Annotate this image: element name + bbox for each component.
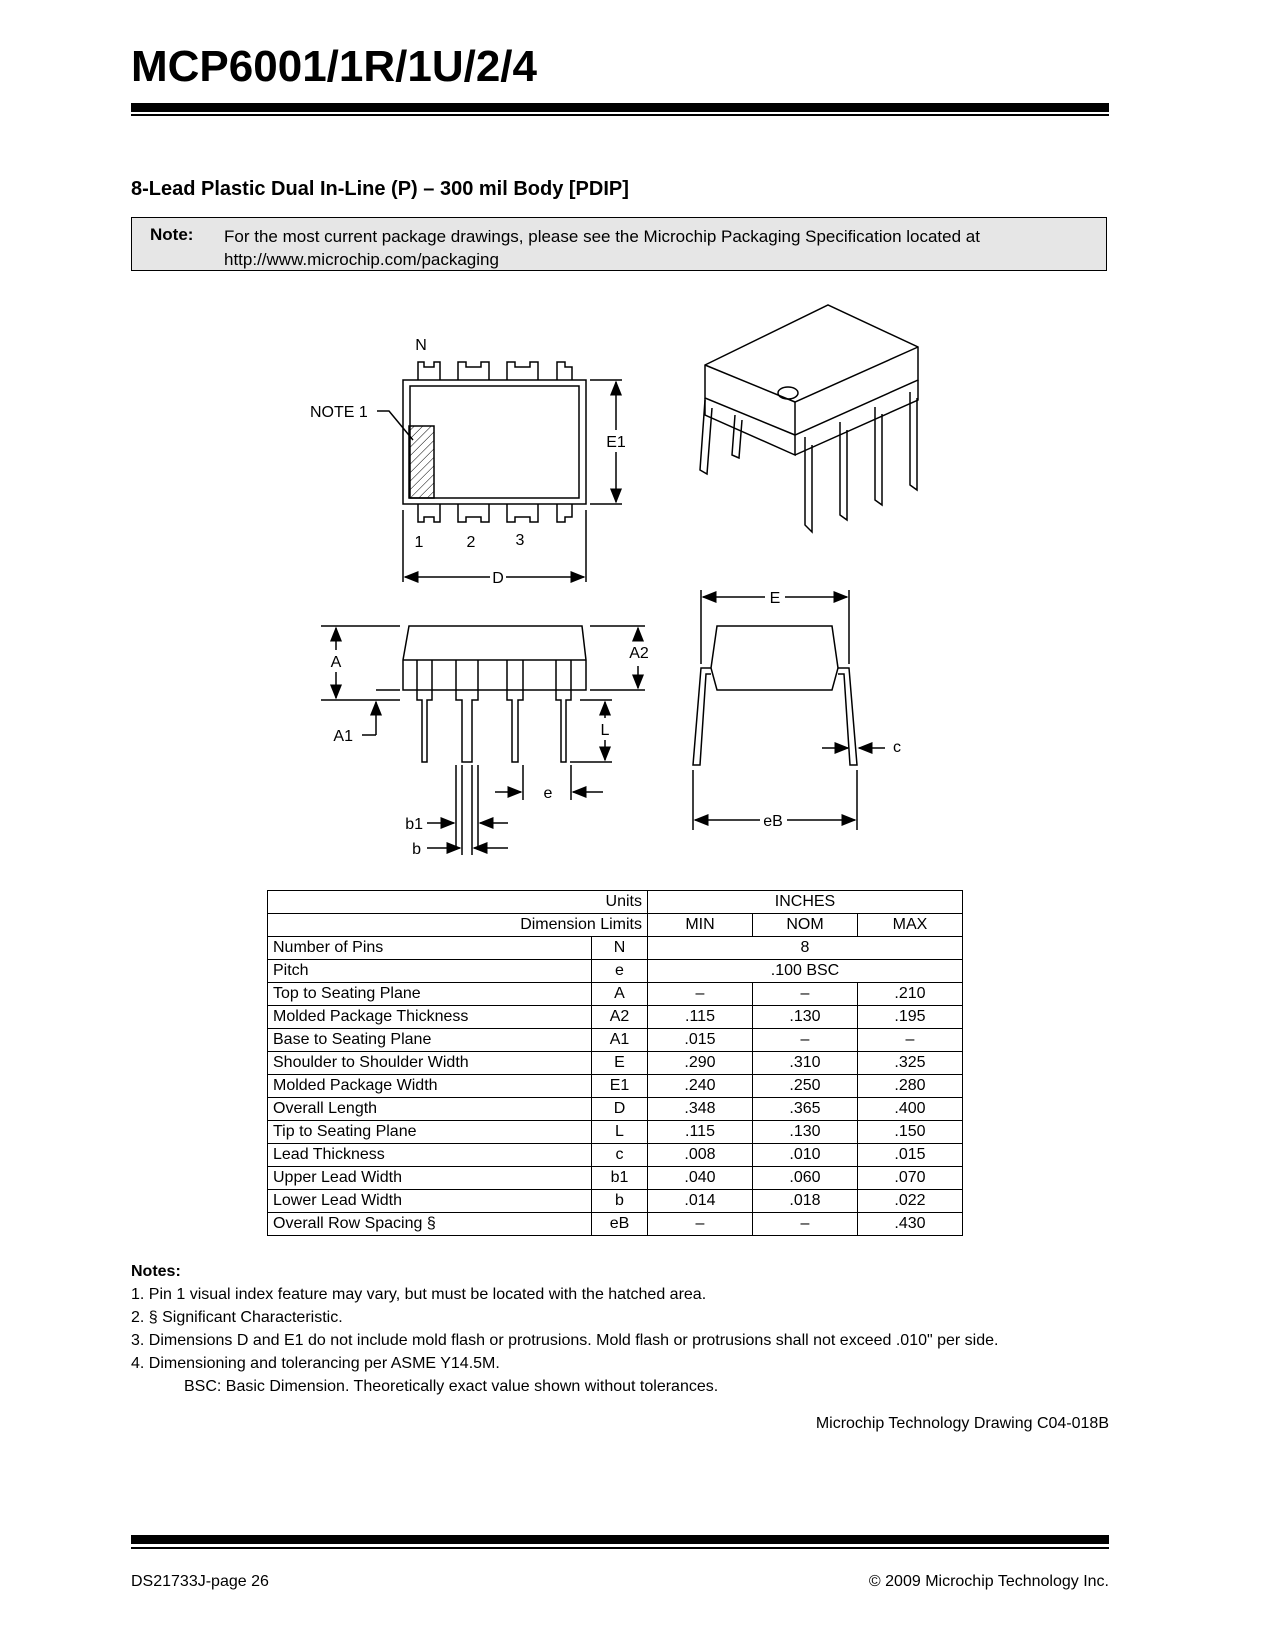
row-name: Base to Seating Plane	[268, 1029, 592, 1052]
label-d: D	[492, 570, 504, 587]
row-sym: c	[592, 1144, 648, 1167]
note-item: 1. Pin 1 visual index feature may vary, but must be located with the hatched area.	[131, 1286, 707, 1303]
footer-rule-thin	[131, 1547, 1109, 1549]
row-name: Molded Package Width	[268, 1075, 592, 1098]
note-bsc: BSC: Basic Dimension. Theoretically exact value shown without tolerances.	[184, 1378, 719, 1395]
dimensions-table	[267, 890, 963, 1236]
row-name: Pitch	[268, 960, 592, 983]
top-view-body	[403, 380, 586, 504]
footer-copyright: © 2009 Microchip Technology Inc.	[868, 1573, 1109, 1590]
row-sym: b	[592, 1190, 648, 1213]
header-rule-thin	[131, 114, 1109, 116]
label-e: e	[543, 785, 553, 802]
row-name: Molded Package Thickness	[268, 1006, 592, 1029]
row-max: .195	[858, 1006, 963, 1029]
row-sym: D	[592, 1098, 648, 1121]
top-view	[377, 362, 622, 582]
table-row	[268, 1121, 963, 1144]
label-a2: A2	[629, 645, 649, 662]
row-sym: e	[592, 960, 648, 983]
note-item: 2. § Significant Characteristic.	[131, 1309, 343, 1326]
row-name: Number of Pins	[268, 937, 592, 960]
row-name: Tip to Seating Plane	[268, 1121, 592, 1144]
units-label: Units	[268, 891, 648, 914]
row-sym: N	[592, 937, 648, 960]
row-min: .290	[648, 1052, 753, 1075]
row-min: –	[648, 1213, 753, 1236]
header-rule-thick	[131, 103, 1109, 112]
top-view-body-inner	[410, 386, 579, 498]
label-c: c	[893, 739, 901, 756]
table-row	[268, 1098, 963, 1121]
units-value: INCHES	[648, 891, 963, 914]
col-nom-header: NOM	[753, 914, 858, 937]
table-row	[268, 1167, 963, 1190]
label-pin3: 3	[515, 532, 525, 549]
row-nom: .018	[753, 1190, 858, 1213]
label-n: N	[415, 337, 427, 354]
side-view	[321, 626, 645, 855]
row-nom: .130	[753, 1121, 858, 1144]
row-max: .325	[858, 1052, 963, 1075]
row-min: .008	[648, 1144, 753, 1167]
row-nom: –	[753, 983, 858, 1006]
row-sym: E1	[592, 1075, 648, 1098]
notes-heading: Notes:	[131, 1263, 181, 1280]
row-sym: b1	[592, 1167, 648, 1190]
label-b: b	[412, 841, 421, 858]
row-sym: eB	[592, 1213, 648, 1236]
row-name: Overall Length	[268, 1098, 592, 1121]
note-item: 3. Dimensions D and E1 do not include mold flash or protrusions. Mold flash or protrusions shall not exceed .010" per side.	[131, 1332, 999, 1349]
row-nom: –	[753, 1029, 858, 1052]
label-l: L	[600, 722, 610, 739]
row-max: .070	[858, 1167, 963, 1190]
col-max-header: MAX	[858, 914, 963, 937]
row-min: .240	[648, 1075, 753, 1098]
footer-page-id: DS21733J-page 26	[131, 1573, 269, 1590]
label-b1: b1	[405, 816, 423, 833]
note-item: 4. Dimensioning and tolerancing per ASME Y14.5M.	[131, 1355, 500, 1372]
note-text: For the most current package drawings, please see the Microchip Packaging Specification located at http://www.microchip.com/packaging	[224, 227, 980, 269]
row-max: .015	[858, 1144, 963, 1167]
row-sym: A	[592, 983, 648, 1006]
table-row	[268, 983, 963, 1006]
label-a: A	[330, 654, 342, 671]
row-sym: E	[592, 1052, 648, 1075]
row-name: Shoulder to Shoulder Width	[268, 1052, 592, 1075]
row-max: .150	[858, 1121, 963, 1144]
row-name: Top to Seating Plane	[268, 983, 592, 1006]
note1-leader	[377, 411, 413, 440]
label-e-big: E	[769, 590, 781, 607]
dim-limits-label: Dimension Limits	[268, 914, 648, 937]
table-row	[268, 1006, 963, 1029]
table-row	[268, 960, 963, 983]
row-nom: .310	[753, 1052, 858, 1075]
label-note1: NOTE 1	[310, 404, 368, 421]
label-eb: eB	[763, 813, 783, 830]
row-min: .040	[648, 1167, 753, 1190]
section-title: 8-Lead Plastic Dual In-Line (P) – 300 mil Body [PDIP]	[131, 178, 629, 200]
table-row	[268, 1075, 963, 1098]
row-nom: .365	[753, 1098, 858, 1121]
footer-rule-thick	[131, 1535, 1109, 1544]
row-min: .115	[648, 1006, 753, 1029]
row-max: .400	[858, 1098, 963, 1121]
table-row-units	[268, 891, 963, 914]
row-nom: .010	[753, 1144, 858, 1167]
row-value: 8	[648, 937, 963, 960]
drawing-reference: Microchip Technology Drawing C04-018B	[815, 1415, 1109, 1432]
label-e1: E1	[606, 434, 626, 451]
row-max: .210	[858, 983, 963, 1006]
table-row	[268, 1190, 963, 1213]
row-nom: –	[753, 1213, 858, 1236]
row-nom: .060	[753, 1167, 858, 1190]
isometric-view	[700, 305, 918, 532]
table-row	[268, 1029, 963, 1052]
row-sym: A2	[592, 1006, 648, 1029]
row-max: –	[858, 1029, 963, 1052]
row-sym: A1	[592, 1029, 648, 1052]
end-view	[693, 590, 885, 830]
row-value: .100 BSC	[648, 960, 963, 983]
row-sym: L	[592, 1121, 648, 1144]
row-name: Overall Row Spacing §	[268, 1213, 592, 1236]
row-max: .280	[858, 1075, 963, 1098]
table-row	[268, 937, 963, 960]
row-min: .015	[648, 1029, 753, 1052]
row-min: .348	[648, 1098, 753, 1121]
row-name: Lead Thickness	[268, 1144, 592, 1167]
table-row-limits	[268, 914, 963, 937]
label-pin2: 2	[466, 534, 476, 551]
row-max: .022	[858, 1190, 963, 1213]
row-name: Lower Lead Width	[268, 1190, 592, 1213]
row-nom: .130	[753, 1006, 858, 1029]
table-row	[268, 1052, 963, 1075]
note-label: Note:	[150, 225, 194, 244]
row-min: –	[648, 983, 753, 1006]
col-min-header: MIN	[648, 914, 753, 937]
row-min: .115	[648, 1121, 753, 1144]
label-a1: A1	[333, 728, 353, 745]
row-name: Upper Lead Width	[268, 1167, 592, 1190]
pin1-hatched-area	[409, 426, 434, 498]
label-pin1: 1	[414, 534, 424, 551]
row-min: .014	[648, 1190, 753, 1213]
note-box	[131, 217, 1107, 271]
table-row	[268, 1144, 963, 1167]
row-max: .430	[858, 1213, 963, 1236]
page-title: MCP6001/1R/1U/2/4	[131, 42, 537, 91]
table-row	[268, 1213, 963, 1236]
row-nom: .250	[753, 1075, 858, 1098]
